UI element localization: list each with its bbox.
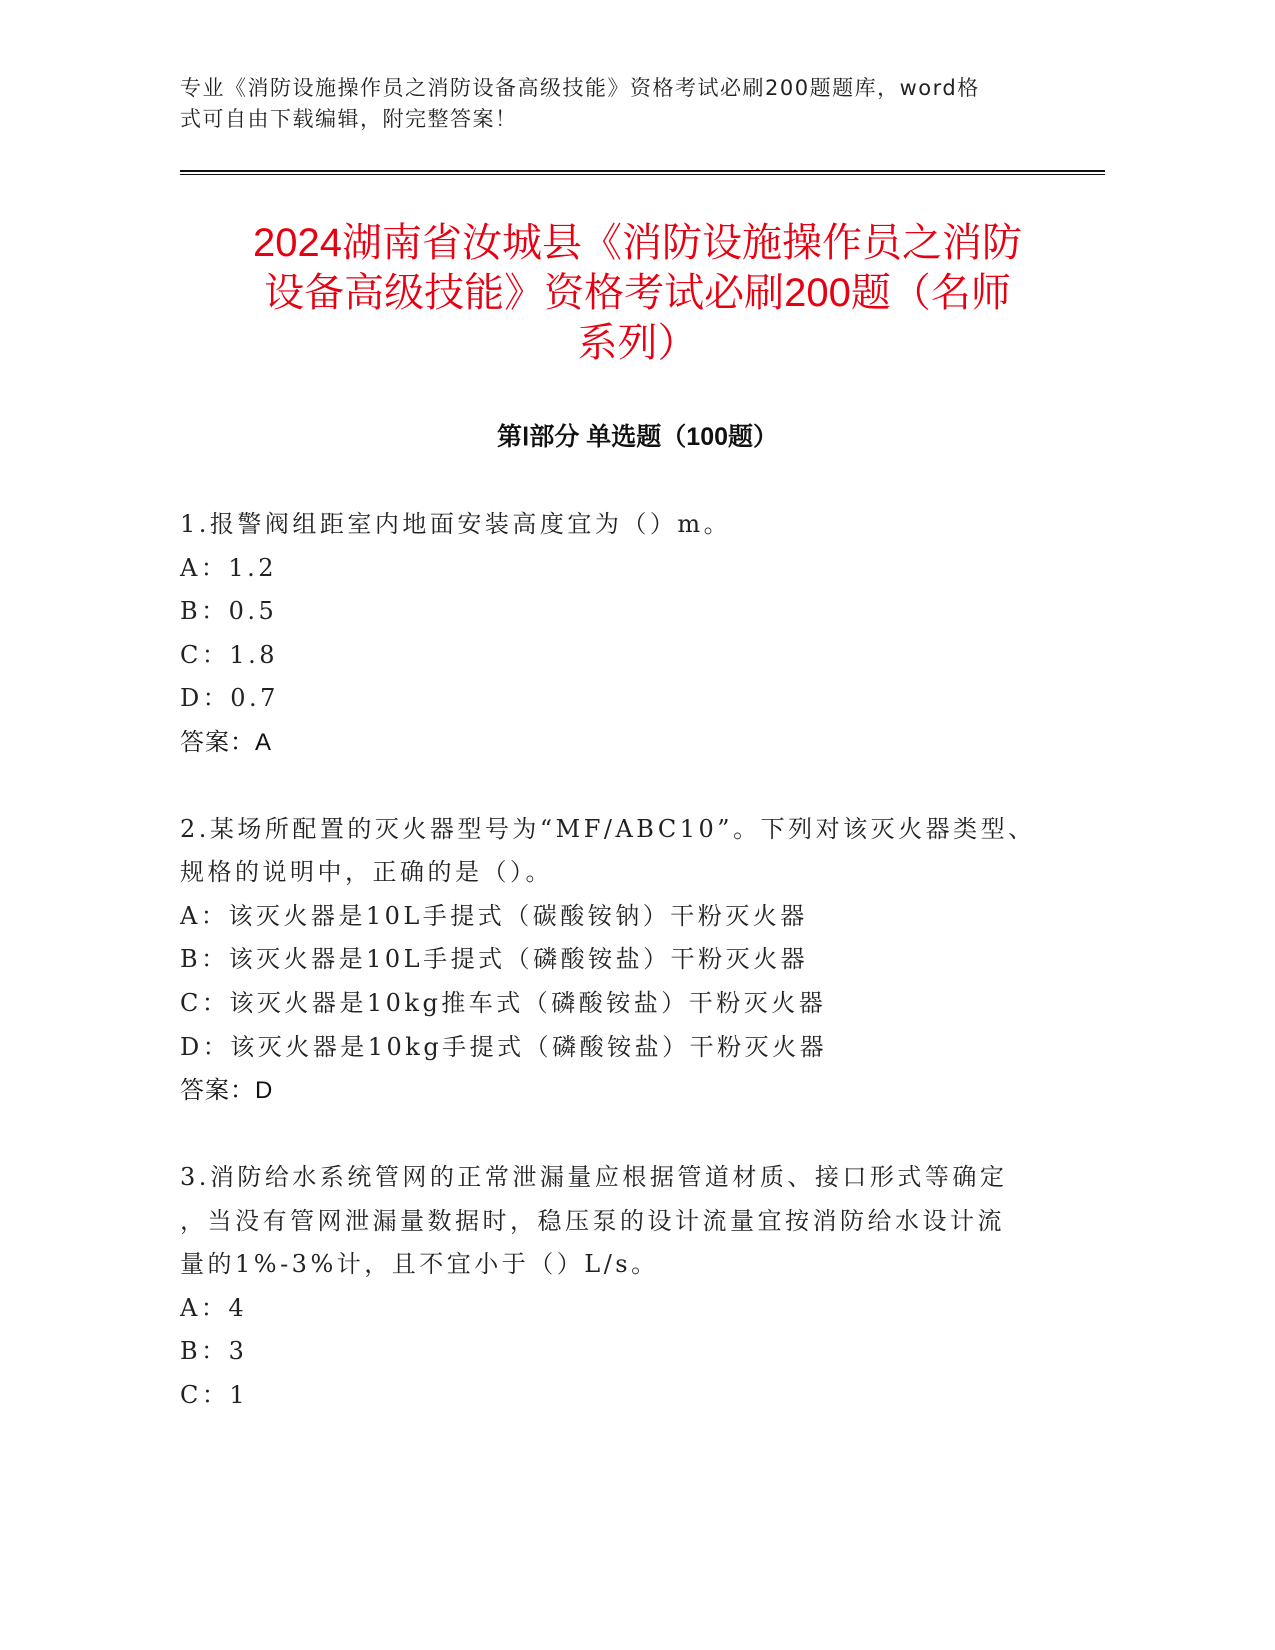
- question-option: D：该灭火器是10kg手提式（磷酸铵盐）干粉灭火器: [180, 1032, 828, 1061]
- document-header: [180, 73, 980, 135]
- question-stem-line: ，当没有管网泄漏量数据时，稳压泵的设计流量宜按消防给水设计流: [180, 1206, 1005, 1235]
- question-stem-line: 规格的说明中，正确的是（）。: [180, 858, 553, 887]
- question-option: B：3: [180, 1337, 248, 1366]
- question-stem-line: 量的1%-3%计，且不宜小于（）L/s。: [180, 1250, 659, 1279]
- header-line: 专业《消防设施操作员之消防设备高级技能》资格考试必刷200题题库，word格: [180, 76, 980, 100]
- question-option: A：1.2: [180, 553, 277, 582]
- question-option: C：1: [180, 1380, 249, 1409]
- question-stem-line: 1.报警阀组距室内地面安装高度宜为（）m。: [180, 510, 732, 538]
- question-option: D：0.7: [180, 684, 279, 713]
- question-option: A：该灭火器是10L手提式（碳酸铵钠）干粉灭火器: [180, 901, 808, 930]
- title-line: 系列）: [577, 321, 698, 365]
- header-divider: [180, 170, 1105, 175]
- question-option: A：4: [180, 1293, 248, 1322]
- question-answer: 答案：D: [180, 1077, 274, 1105]
- question-option: B：0.5: [180, 597, 278, 626]
- question-option: C：该灭火器是10kg推车式（磷酸铵盐）干粉灭火器: [180, 989, 827, 1018]
- question-answer: 答案：A: [180, 728, 273, 756]
- header-line: 式可自由下载编辑，附完整答案！: [180, 107, 518, 131]
- question-option: C：1.8: [180, 640, 279, 669]
- section-heading: 第Ⅰ部分 单选题（100题）: [496, 423, 779, 451]
- question-block: [180, 808, 1180, 1113]
- question-stem-line: 2.某场所配置的灭火器型号为“MF/ABC10”。下列对该灭火器类型、: [180, 814, 1036, 843]
- question-block: [180, 503, 1180, 764]
- title-line: 设备高级技能》资格考试必刷200题（名师: [264, 271, 1011, 315]
- document-title: [0, 218, 1275, 368]
- question-block: [180, 1156, 1180, 1417]
- question-list: [180, 503, 1180, 1461]
- question-stem-line: 3.消防给水系统管网的正常泄漏量应根据管道材质、接口形式等确定: [180, 1163, 1008, 1192]
- question-option: B：该灭火器是10L手提式（磷酸铵盐）干粉灭火器: [180, 945, 809, 974]
- title-line: 2024湖南省汝城县《消防设施操作员之消防: [253, 221, 1022, 265]
